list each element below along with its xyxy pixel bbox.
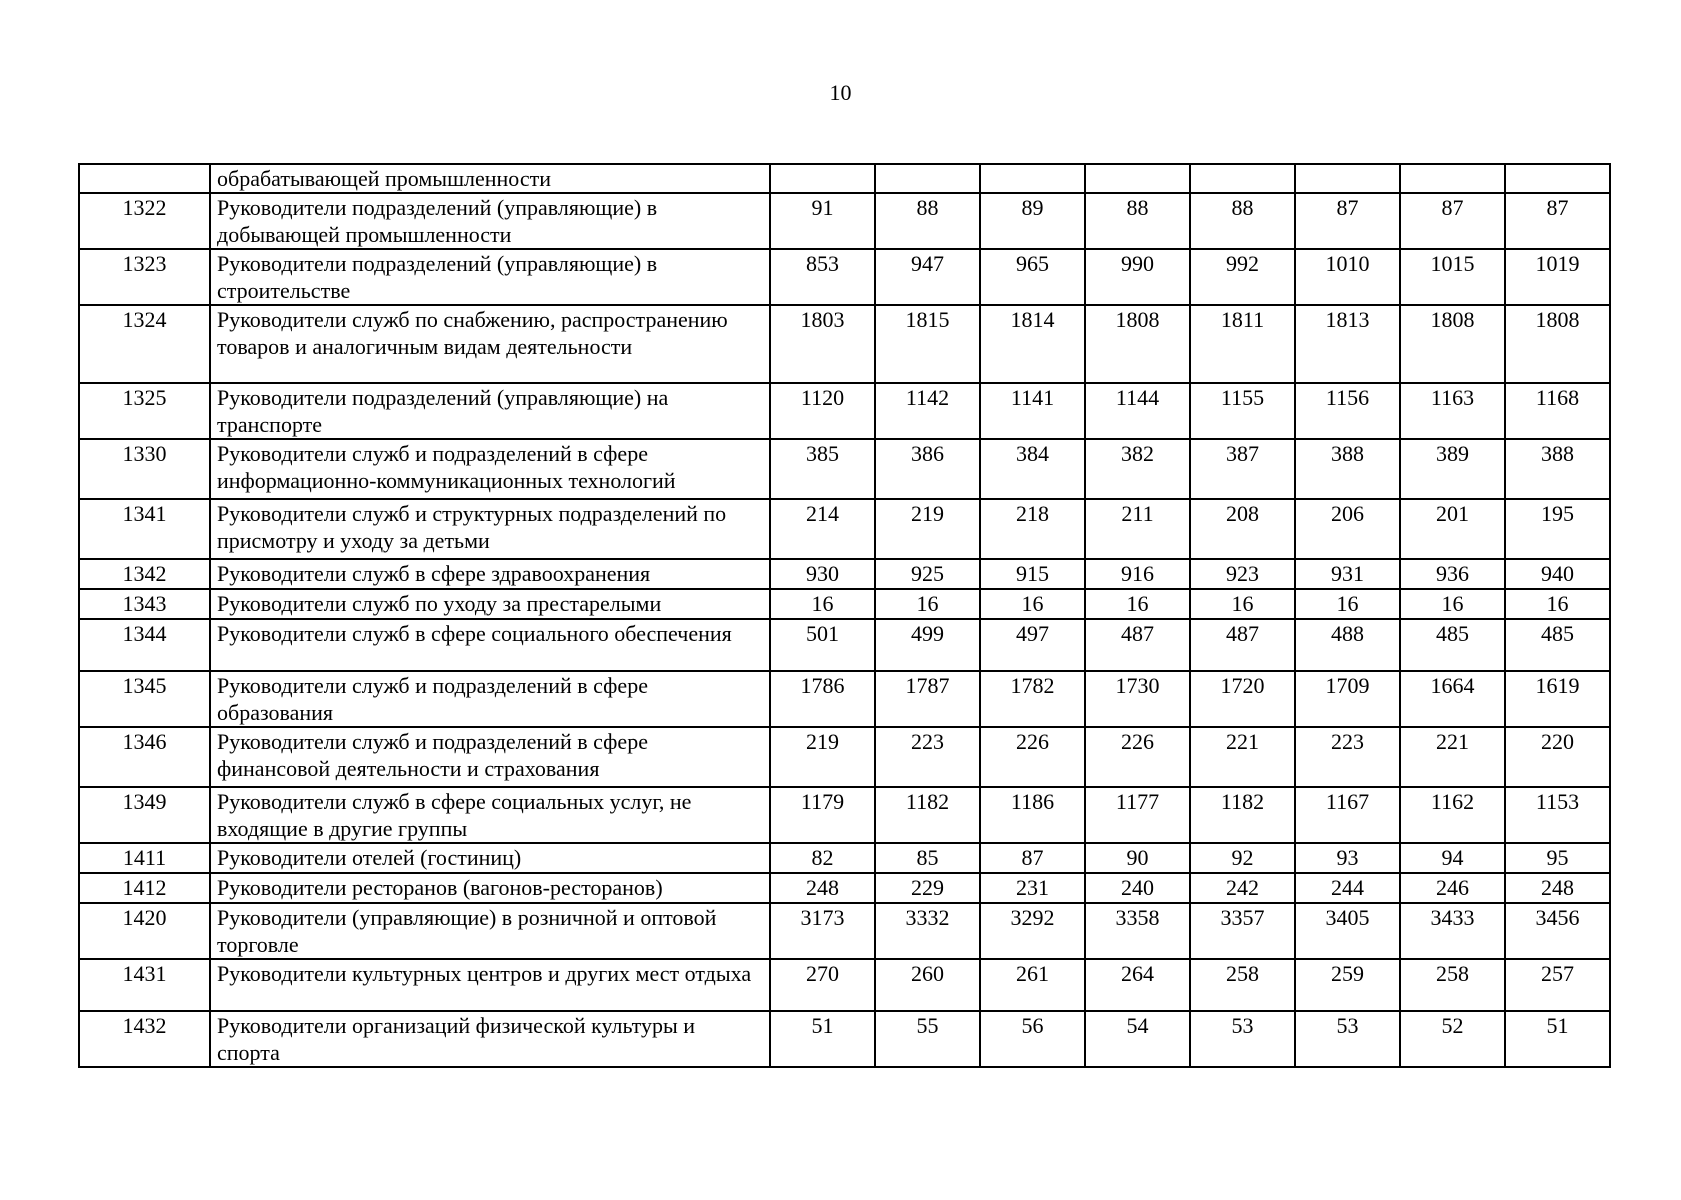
row-code: 1324	[79, 305, 210, 383]
table-row	[79, 164, 1610, 193]
row-occupation-name: Руководители служб в сфере социальных услуг, не входящие в другие группы	[210, 787, 770, 843]
row-value-cell: 3357	[1190, 903, 1295, 959]
row-value-cell: 916	[1085, 559, 1190, 589]
row-value-cell: 90	[1085, 843, 1190, 873]
row-value-cell: 16	[1400, 589, 1505, 619]
row-value-cell: 1162	[1400, 787, 1505, 843]
row-value-cell: 1182	[1190, 787, 1295, 843]
row-value-cell: 195	[1505, 499, 1610, 559]
row-code: 1344	[79, 619, 210, 671]
row-value-cell: 1782	[980, 671, 1085, 727]
row-occupation-name: Руководители подразделений (управляющие) в строительстве	[210, 249, 770, 305]
row-occupation-name: обрабатывающей промышленности	[210, 164, 770, 193]
row-value-cell: 1664	[1400, 671, 1505, 727]
row-value-cell: 487	[1085, 619, 1190, 671]
row-value-cell: 206	[1295, 499, 1400, 559]
row-value-cell: 3292	[980, 903, 1085, 959]
row-value-cell: 16	[770, 589, 875, 619]
row-value-cell: 248	[770, 873, 875, 903]
row-value-cell: 1186	[980, 787, 1085, 843]
row-value-cell: 1155	[1190, 383, 1295, 439]
row-occupation-name: Руководители служб в сфере здравоохранения	[210, 559, 770, 589]
row-value-cell: 3358	[1085, 903, 1190, 959]
row-value-cell	[770, 164, 875, 193]
row-value-cell: 258	[1190, 959, 1295, 1011]
row-value-cell: 218	[980, 499, 1085, 559]
row-value-cell: 1720	[1190, 671, 1295, 727]
row-value-cell: 258	[1400, 959, 1505, 1011]
row-value-cell: 92	[1190, 843, 1295, 873]
table-row	[79, 193, 1610, 249]
row-value-cell: 16	[1085, 589, 1190, 619]
row-value-cell: 388	[1295, 439, 1400, 499]
row-value-cell: 223	[1295, 727, 1400, 787]
row-code: 1411	[79, 843, 210, 873]
row-value-cell: 87	[1295, 193, 1400, 249]
row-value-cell: 229	[875, 873, 980, 903]
row-value-cell: 259	[1295, 959, 1400, 1011]
row-code: 1322	[79, 193, 210, 249]
row-value-cell: 16	[1190, 589, 1295, 619]
row-value-cell: 261	[980, 959, 1085, 1011]
row-code: 1412	[79, 873, 210, 903]
row-value-cell: 382	[1085, 439, 1190, 499]
row-occupation-name: Руководители культурных центров и других мест отдыха	[210, 959, 770, 1011]
table-row	[79, 873, 1610, 903]
row-value-cell: 499	[875, 619, 980, 671]
table-row	[79, 843, 1610, 873]
row-value-cell	[1085, 164, 1190, 193]
table-row	[79, 383, 1610, 439]
row-code	[79, 164, 210, 193]
row-value-cell: 16	[1295, 589, 1400, 619]
page-number: 10	[829, 80, 852, 105]
row-value-cell: 965	[980, 249, 1085, 305]
row-value-cell	[1190, 164, 1295, 193]
row-value-cell: 87	[1505, 193, 1610, 249]
row-value-cell: 487	[1190, 619, 1295, 671]
row-value-cell: 244	[1295, 873, 1400, 903]
row-value-cell: 3433	[1400, 903, 1505, 959]
row-value-cell: 1168	[1505, 383, 1610, 439]
table-row	[79, 439, 1610, 499]
row-value-cell: 1142	[875, 383, 980, 439]
table-row	[79, 959, 1610, 1011]
row-value-cell: 936	[1400, 559, 1505, 589]
row-value-cell: 990	[1085, 249, 1190, 305]
row-value-cell: 1182	[875, 787, 980, 843]
row-code: 1325	[79, 383, 210, 439]
row-value-cell: 264	[1085, 959, 1190, 1011]
row-value-cell: 1010	[1295, 249, 1400, 305]
row-value-cell: 915	[980, 559, 1085, 589]
row-value-cell: 3173	[770, 903, 875, 959]
table-row	[79, 559, 1610, 589]
row-value-cell: 1808	[1505, 305, 1610, 383]
row-value-cell: 1730	[1085, 671, 1190, 727]
row-value-cell: 248	[1505, 873, 1610, 903]
row-value-cell: 220	[1505, 727, 1610, 787]
row-value-cell: 51	[770, 1011, 875, 1067]
row-value-cell: 1811	[1190, 305, 1295, 383]
row-value-cell: 1619	[1505, 671, 1610, 727]
row-value-cell	[980, 164, 1085, 193]
row-value-cell: 53	[1295, 1011, 1400, 1067]
row-value-cell: 246	[1400, 873, 1505, 903]
row-value-cell: 1814	[980, 305, 1085, 383]
row-value-cell: 1177	[1085, 787, 1190, 843]
row-value-cell: 485	[1400, 619, 1505, 671]
row-value-cell: 1709	[1295, 671, 1400, 727]
row-value-cell: 51	[1505, 1011, 1610, 1067]
row-code: 1349	[79, 787, 210, 843]
row-code: 1346	[79, 727, 210, 787]
row-value-cell: 3405	[1295, 903, 1400, 959]
row-value-cell: 386	[875, 439, 980, 499]
row-code: 1330	[79, 439, 210, 499]
row-value-cell: 94	[1400, 843, 1505, 873]
row-value-cell	[1400, 164, 1505, 193]
row-value-cell: 16	[875, 589, 980, 619]
row-value-cell: 82	[770, 843, 875, 873]
row-value-cell: 947	[875, 249, 980, 305]
row-value-cell: 88	[1190, 193, 1295, 249]
row-value-cell: 54	[1085, 1011, 1190, 1067]
table-body	[79, 164, 1610, 1067]
row-value-cell: 1156	[1295, 383, 1400, 439]
row-value-cell: 385	[770, 439, 875, 499]
row-value-cell: 240	[1085, 873, 1190, 903]
row-value-cell: 242	[1190, 873, 1295, 903]
row-value-cell: 501	[770, 619, 875, 671]
row-code: 1345	[79, 671, 210, 727]
row-value-cell: 488	[1295, 619, 1400, 671]
row-value-cell: 53	[1190, 1011, 1295, 1067]
table-row	[79, 249, 1610, 305]
row-value-cell: 1813	[1295, 305, 1400, 383]
row-value-cell: 925	[875, 559, 980, 589]
row-occupation-name: Руководители служб и подразделений в сфере образования	[210, 671, 770, 727]
row-value-cell: 201	[1400, 499, 1505, 559]
row-value-cell	[1505, 164, 1610, 193]
row-value-cell: 231	[980, 873, 1085, 903]
row-value-cell: 270	[770, 959, 875, 1011]
table-row	[79, 787, 1610, 843]
row-value-cell: 1167	[1295, 787, 1400, 843]
row-value-cell: 1153	[1505, 787, 1610, 843]
row-value-cell: 1163	[1400, 383, 1505, 439]
row-value-cell: 1803	[770, 305, 875, 383]
row-code: 1323	[79, 249, 210, 305]
row-value-cell: 87	[980, 843, 1085, 873]
row-value-cell: 226	[1085, 727, 1190, 787]
row-occupation-name: Руководители отелей (гостиниц)	[210, 843, 770, 873]
row-value-cell: 1787	[875, 671, 980, 727]
row-occupation-name: Руководители служб в сфере социального обеспечения	[210, 619, 770, 671]
table-row	[79, 1011, 1610, 1067]
row-value-cell: 1786	[770, 671, 875, 727]
row-value-cell: 16	[1505, 589, 1610, 619]
row-value-cell: 208	[1190, 499, 1295, 559]
row-value-cell: 1120	[770, 383, 875, 439]
table-row	[79, 499, 1610, 559]
row-value-cell: 1815	[875, 305, 980, 383]
row-value-cell: 52	[1400, 1011, 1505, 1067]
row-value-cell	[875, 164, 980, 193]
table-row	[79, 671, 1610, 727]
row-value-cell: 226	[980, 727, 1085, 787]
row-value-cell: 485	[1505, 619, 1610, 671]
table-row	[79, 903, 1610, 959]
row-occupation-name: Руководители подразделений (управляющие) на транспорте	[210, 383, 770, 439]
occupation-table	[78, 163, 1611, 1068]
row-value-cell: 88	[1085, 193, 1190, 249]
row-code: 1431	[79, 959, 210, 1011]
row-value-cell: 221	[1400, 727, 1505, 787]
row-value-cell: 931	[1295, 559, 1400, 589]
row-value-cell: 3456	[1505, 903, 1610, 959]
row-value-cell: 384	[980, 439, 1085, 499]
row-value-cell: 1144	[1085, 383, 1190, 439]
row-value-cell: 1808	[1085, 305, 1190, 383]
row-value-cell: 497	[980, 619, 1085, 671]
table-row	[79, 619, 1610, 671]
row-value-cell: 221	[1190, 727, 1295, 787]
row-value-cell: 211	[1085, 499, 1190, 559]
row-value-cell: 853	[770, 249, 875, 305]
row-value-cell: 95	[1505, 843, 1610, 873]
row-value-cell: 214	[770, 499, 875, 559]
row-value-cell: 219	[770, 727, 875, 787]
row-occupation-name: Руководители служб и подразделений в сфере информационно-коммуникационных технологий	[210, 439, 770, 499]
row-occupation-name: Руководители служб и подразделений в сфере финансовой деятельности и страхования	[210, 727, 770, 787]
row-value-cell: 87	[1400, 193, 1505, 249]
row-code: 1343	[79, 589, 210, 619]
row-occupation-name: Руководители ресторанов (вагонов-ресторанов)	[210, 873, 770, 903]
table-row	[79, 727, 1610, 787]
row-value-cell: 16	[980, 589, 1085, 619]
row-value-cell: 85	[875, 843, 980, 873]
row-occupation-name: Руководители подразделений (управляющие) в добывающей промышленности	[210, 193, 770, 249]
row-value-cell: 1808	[1400, 305, 1505, 383]
row-value-cell: 1141	[980, 383, 1085, 439]
row-value-cell: 3332	[875, 903, 980, 959]
row-value-cell: 930	[770, 559, 875, 589]
row-value-cell: 992	[1190, 249, 1295, 305]
row-value-cell: 56	[980, 1011, 1085, 1067]
table-row	[79, 305, 1610, 383]
row-value-cell	[1295, 164, 1400, 193]
row-code: 1341	[79, 499, 210, 559]
row-value-cell: 219	[875, 499, 980, 559]
row-code: 1432	[79, 1011, 210, 1067]
row-value-cell: 1019	[1505, 249, 1610, 305]
row-value-cell: 923	[1190, 559, 1295, 589]
row-code: 1420	[79, 903, 210, 959]
row-value-cell: 223	[875, 727, 980, 787]
row-occupation-name: Руководители служб и структурных подразделений по присмотру и уходу за детьми	[210, 499, 770, 559]
row-value-cell: 88	[875, 193, 980, 249]
row-value-cell: 387	[1190, 439, 1295, 499]
row-value-cell: 55	[875, 1011, 980, 1067]
row-value-cell: 93	[1295, 843, 1400, 873]
row-value-cell: 260	[875, 959, 980, 1011]
row-value-cell: 1179	[770, 787, 875, 843]
row-occupation-name: Руководители служб по уходу за престарелыми	[210, 589, 770, 619]
row-value-cell: 89	[980, 193, 1085, 249]
row-value-cell: 1015	[1400, 249, 1505, 305]
row-occupation-name: Руководители служб по снабжению, распространению товаров и аналогичным видам деятельности	[210, 305, 770, 383]
row-code: 1342	[79, 559, 210, 589]
table-row	[79, 589, 1610, 619]
row-value-cell: 257	[1505, 959, 1610, 1011]
row-occupation-name: Руководители организаций физической культуры и спорта	[210, 1011, 770, 1067]
row-value-cell: 940	[1505, 559, 1610, 589]
row-value-cell: 389	[1400, 439, 1505, 499]
row-value-cell: 388	[1505, 439, 1610, 499]
row-value-cell: 91	[770, 193, 875, 249]
row-occupation-name: Руководители (управляющие) в розничной и оптовой торговле	[210, 903, 770, 959]
